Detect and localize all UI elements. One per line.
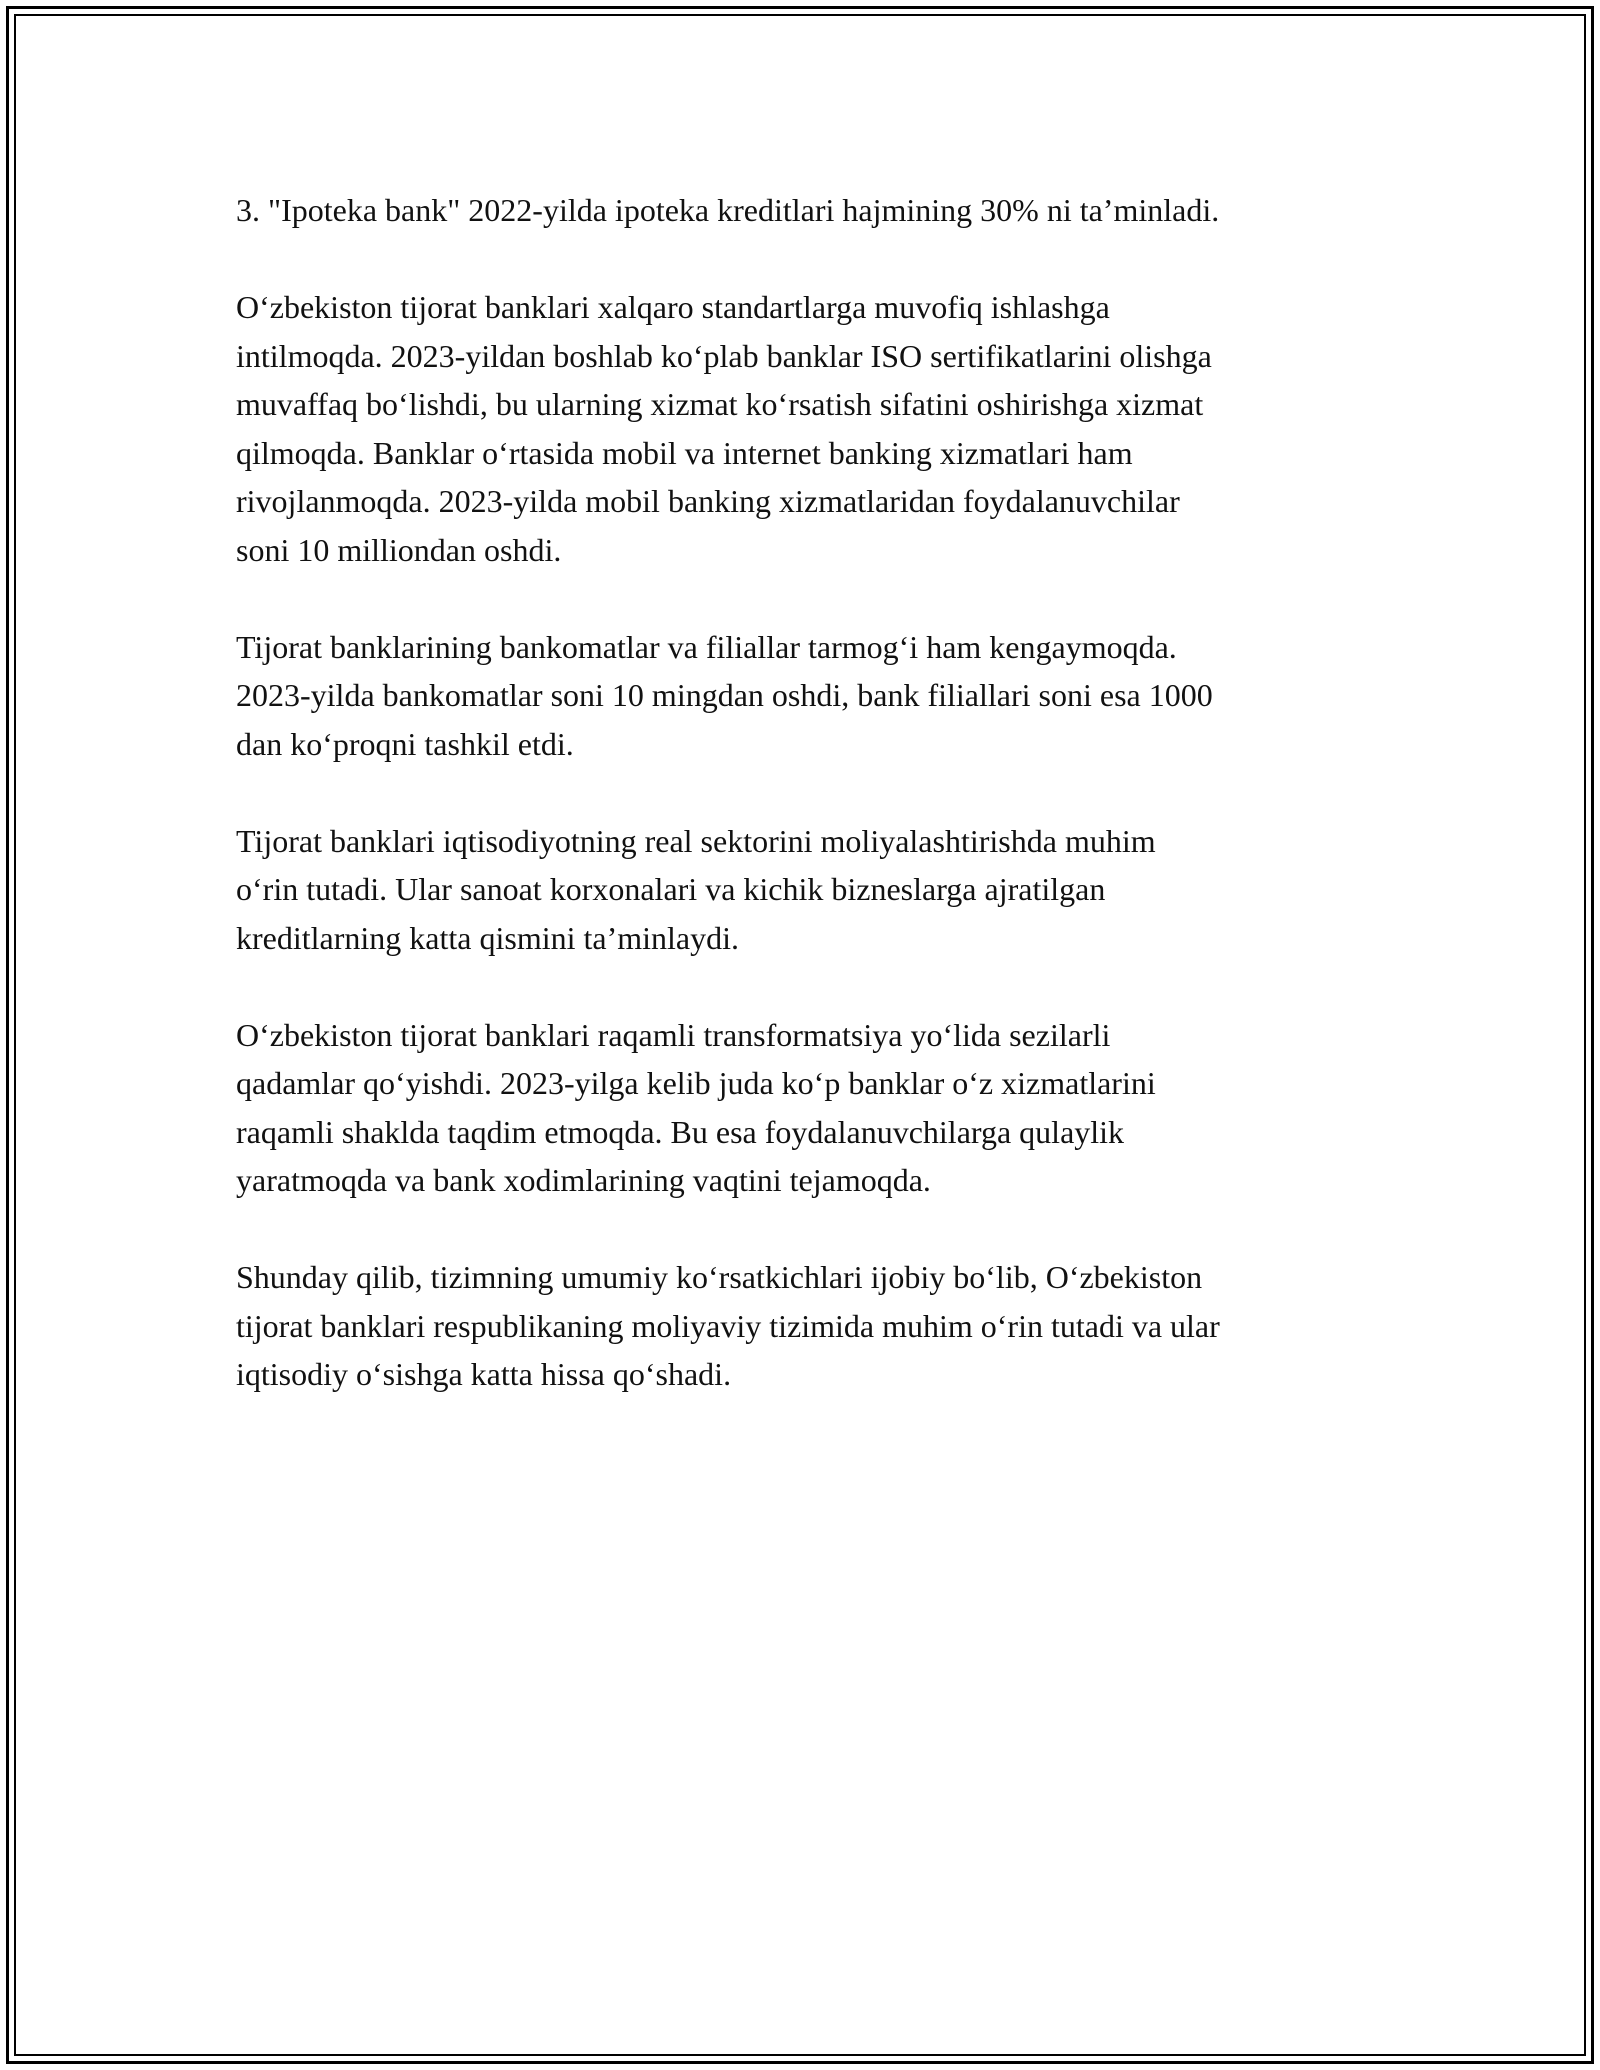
paragraph-digital-transformation: O‘zbekiston tijorat banklari raqamli transformatsiya yo‘lida sezilarli qadamlar qo‘yishdi. 2023-yilga kelib juda ko‘p banklar o‘z xizmatlarini raqamli shaklda taqdim etmoqda. Bu esa foydalanuvchilarga qulaylik yaratmoqda va bank xodimlarining vaqtini tejamoqda. bbox=[236, 1016, 1156, 1198]
paragraph-ipoteka-bank: 3. "Ipoteka bank" 2022-yilda ipoteka kreditlari hajmining 30% ni ta’minladi. bbox=[236, 192, 1220, 228]
paragraph-conclusion: Shunday qilib, tizimning umumiy ko‘rsatkichlari ijobiy bo‘lib, O‘zbekiston tijorat banklari respublikaning moliyaviy tizimida muhim o‘rin tutadi va ular iqtisodiy o‘sishga katta hissa qo‘shadi. bbox=[236, 1259, 1220, 1392]
paragraph-atm-branch-network: Tijorat banklarining bankomatlar va filiallar tarmog‘i ham kengaymoqda. 2023-yilda bankomatlar soni 10 mingdan oshdi, bank filiallari soni esa 1000 dan ko‘proqni tashkil etdi. bbox=[236, 628, 1213, 762]
document-body bbox=[236, 186, 1376, 1447]
paragraph-real-sector-financing: Tijorat banklari iqtisodiyotning real sektorini moliyalashtirishda muhim o‘rin tutadi. Ular sanoat korxonalari va kichik bizneslarga ajratilgan kreditlarning katta qismini ta’minlaydi. bbox=[236, 822, 1156, 956]
paragraph-international-standards: O‘zbekiston tijorat banklari xalqaro standartlarga muvofiq ishlashga intilmoqda. 2023-yildan boshlab ko‘plab banklar ISO sertifikatlarini olishga muvaffaq bo‘lishdi, bu ularning xizmat ko‘rsatish sifatini oshirishga xizmat qilmoqda. Banklar o‘rtasida mobil va internet banking xizmatlari ham rivojlanmoqda. 2023-yilda mobil banking xizmatlaridan foydalanuvchilar soni 10 milliondan oshdi. bbox=[236, 289, 1212, 568]
